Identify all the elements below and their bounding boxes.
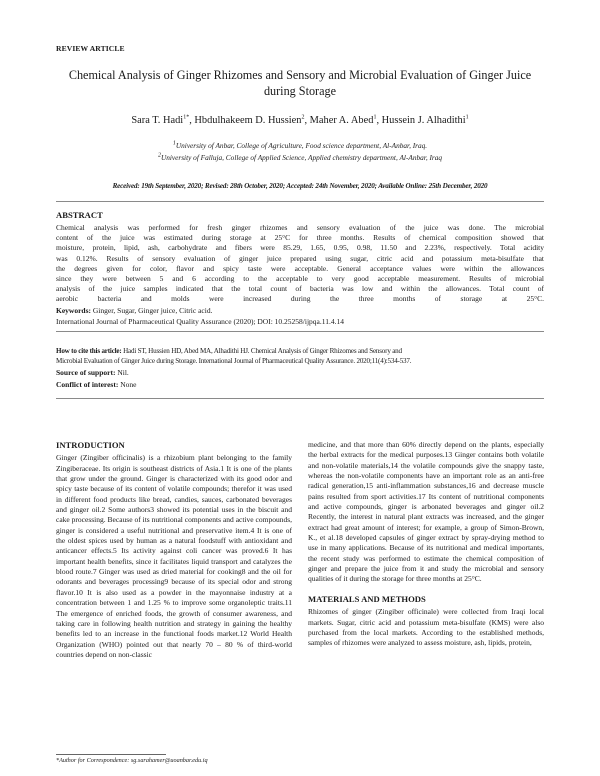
author-name: Sara T. Hadi [131,115,184,126]
how-to-cite-text: Microbial Evaluation of Ginger Juice during Storage. International Journal of Pharmaceutical Quality Assurance. 2020;11(4):534-537. [56,357,412,365]
conflict-of-interest [56,380,544,390]
affiliation-number: 2 [157,152,161,159]
top-divider [56,201,544,202]
author-affiliation-mark: 2 [301,114,305,121]
affiliation-number: 1 [172,140,176,147]
article-type: REVIEW ARTICLE [56,44,125,53]
how-to-cite-text: Hadi ST, Hussien HD, Abed MA, Alhadithi HJ. Chemical Analysis of Ginger Rhizomes and Sensory and [123,347,402,355]
left-column [56,440,292,660]
introduction-paragraph: Ginger (Zingiber officinalis) is a rhizobium plant belonging to the family Zingiberaceae. Its origin is southeast districts of Asia.1 It is one of the plants that grow under the ground. Ginger is characterized with its good odor and spicy taste because of its content of volatile compounds; therefor it was used in different food products like bread, candies, sauces, carbonated beverages and ginger oil.2 Some authors3 showed its potential uses in the biscuit and cake processing. Because of its nutritional components and active compounds, ginger is considered a useful nutritional and preservative item.4 It is one of the oldest spices used by human as a natural foodstuff with antioxidant and anticancer effects.5 Its activity against coli cancer was proved.6 It has important health benefits, since it facilitates liquid transport and catalyzes the blood route.7 Ginger was used as dried material for cooking8 and the oil for odorants and beverages processing9 because of its special odor and strong flavor.10 It is also used as a powder in the mayonnaise industry at a concentration between 1 and 1.25 % to improve some organoleptic traits.11 The emergence of enriched foods, the growth of consumer awareness, and taking care in following health nutrition and strategy in gaining the healthy benefits led to an increase in the functional foods market.12 World Health Organization (WHO) pointed out that nearly 70 – 80 % of third-world countries depend on non-classic [56,453,292,659]
source-of-support [56,368,544,378]
right-column [308,440,544,649]
methods-paragraph: Rhizomes of ginger (Zingiber officinale) were collected from Iraqi local markets. Sugar, citric acid and potassium meta-bisulfate (KMS) were also purchased from the local markets. According to the established methods, samples of rhizomes were analyzed to assess moisture, ash, lipids, protein, [308,607,544,648]
author-name: Maher A. Abed [309,115,374,126]
abstract-line: since they were between 5 and 6 according to the acceptable to very good acceptable measurement. Results of microbial [56,274,544,284]
how-to-cite-label: How to cite this article: [56,347,122,355]
affiliation-text: University of Anbar, College of Agriculture, Food science department, Al-Anbar, Iraq. [175,141,428,150]
author-name: Hbdulhakeem D. Hussien [194,115,302,126]
methods-heading: MATERIALS AND METHODS [308,593,426,604]
affiliation [56,153,544,162]
abstract-line: moisture, protein, lipid, ash, carbohydrate and fibers were 85.29, 1.65, 0.95, 0.98, 11.50 and 2.23%, respectively. Total acidity [56,243,544,253]
introduction-heading: INTRODUCTION [56,440,125,450]
keywords-value: Ginger, Sugar, Ginger juice, Citric acid. [92,306,213,315]
support-value: Nil. [117,368,129,377]
abstract-heading: ABSTRACT [56,210,103,220]
author-affiliation-mark: 1 [465,114,469,121]
article-title: Chemical Analysis of Ginger Rhizomes and Sensory and Microbial Evaluation of Ginger Juice during Storage [68,68,532,98]
abstract-line: analysis of the juice samples indicated that the total count of bacteria was low and within the allowances. Total count of [56,284,544,294]
abstract-line: aerobic bacteria and molds were increased during the three months of storage at 25°C. [56,294,544,304]
abstract-line: Chemical analysis was performed for fresh ginger rhizomes and sensory evaluation of the juice was done. The microbial [56,223,544,232]
publication-dates: Received: 19th September, 2020; Revised: 28th October, 2020; Accepted: 24th November, 2020; Available Online: 25th December, 2020 [112,182,488,190]
author-affiliation-mark: 1 [373,114,377,121]
author-name: Hussein J. Alhadithi [381,115,466,126]
how-to-cite [56,346,544,366]
conflict-value: None [120,380,137,389]
support-label: Source of support: [56,368,116,377]
keywords [56,306,544,316]
affiliation-text: University of Falluja, College of Applied Science, Applied chemistry department, Al-Anbar, Iraq [160,153,443,162]
conflict-label: Conflict of interest: [56,380,119,389]
abstract-body [56,223,544,305]
abstract-divider [56,331,544,332]
affiliation [56,141,544,150]
author-affiliation-mark: 1* [183,114,190,121]
header-bottom-divider [56,398,544,399]
footnote-divider [56,754,166,755]
keywords-label: Keywords: [56,306,91,315]
correspondence-footnote: *Author for Correspondence: sg.sarahamer@uoanbar.edu.iq [56,757,208,764]
abstract-line: was 0.12%. Results of sensory evaluation of ginger juice prepared using sugar, citric acid and potassium meta-bisulfate that [56,253,544,263]
author-list: Sara T. Hadi$^{1*}$, Hbdulhakeem D. Hussien$^2$, Maher A. Abed$^1$, Hussein J. Alhadithi$^1$ [131,114,469,126]
abstract-line: the degrees given for color, flavor and spicy taste were acceptable. General acceptance values were within the allowances [56,263,544,273]
journal-citation: International Journal of Pharmaceutical Quality Assurance (2020); DOI: 10.25258/ijpqa.11.4.14 [56,317,344,326]
abstract-line: content of the juice was estimated during storage at 25°C for three months. Results of chemical composition showed that [56,233,544,243]
introduction-continued: medicine, and that more than 60% directly depend on the plants, especially the herbal extracts for the medical purposes.13 Ginger contains both volatile and non-volatile materials,14 the volatile compounds give the snappy taste, whereas the non-volatile components have an important role as an anti-free radical generation,15 anti-inflammation substances,16 and decrease muscle pains resulted from sport activities.17 Its content of nutritional components and active compounds, ginger is arbonated beverages and ginger oil.2 Recently, the interest in natural plant extracts was increased, and the ginger extract had great amount of interest; for example, a group of Simon-Brown, K., et al.18 developed capsules of ginger extract by spray-drying method to use in many applications. Because of its nutritional and medical importants, the recent study was performed to estimate the chemical composition of ginger and prepare the juice from it and study the microbial and sensory qualities of it during the storage for three months at 25°C. [308,440,544,584]
